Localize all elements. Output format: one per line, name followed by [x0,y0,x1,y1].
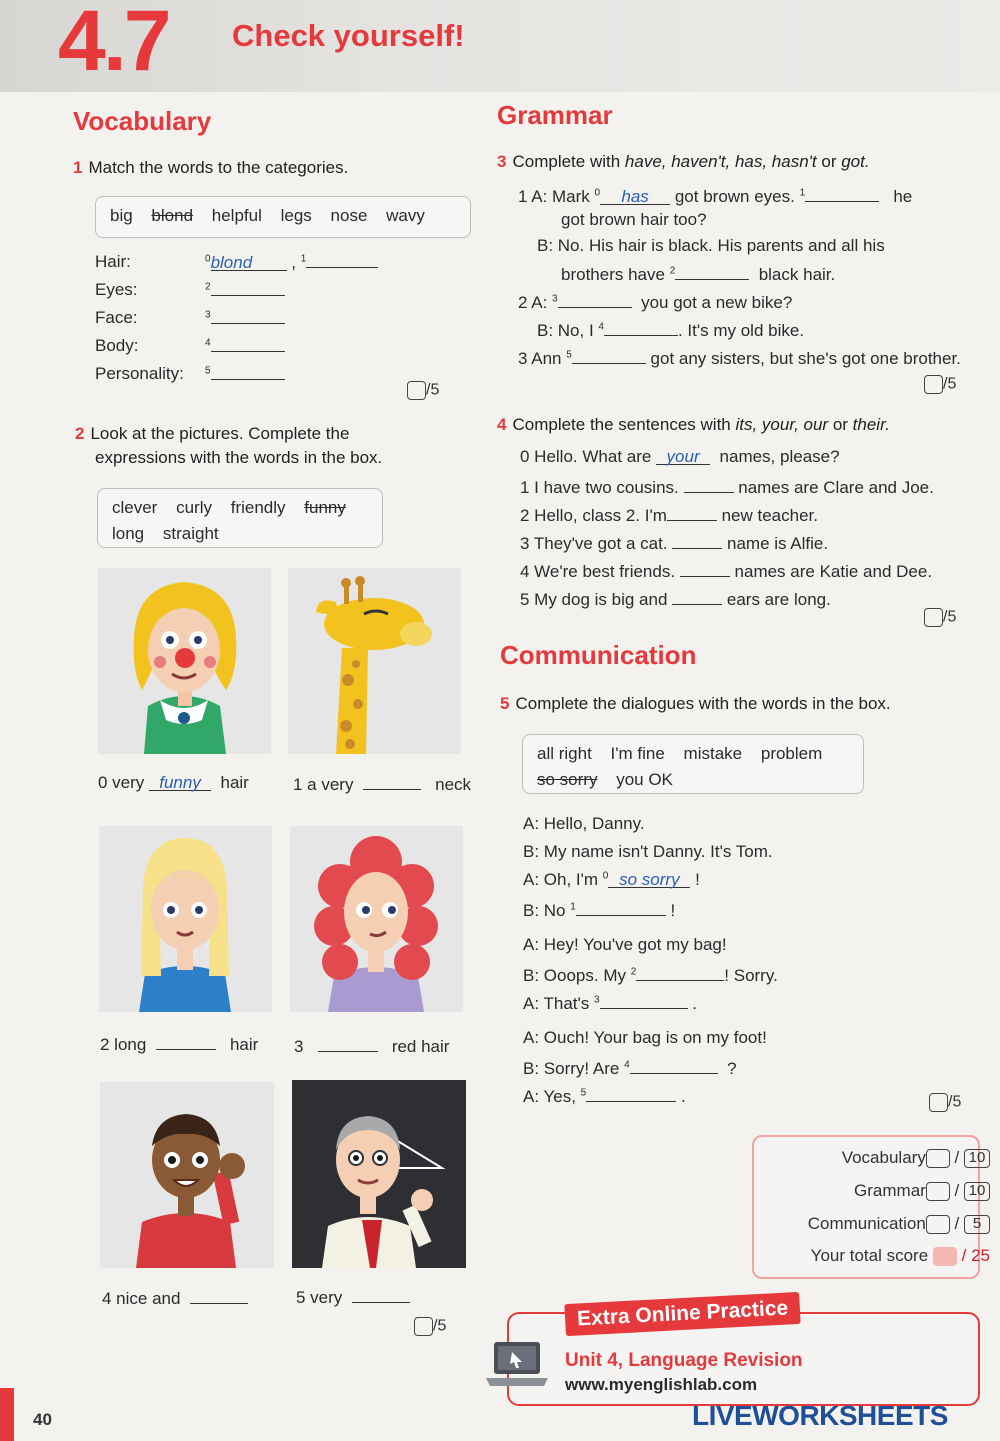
answer-blank[interactable] [675,262,749,280]
ex4-line: 1 I have two cousins. names are Clare and Joe. [520,475,934,498]
answer-blank[interactable] [630,1056,718,1074]
page-title: Check yourself! [232,18,465,53]
liveworksheets-logo: LIVEWORKSHEETS [692,1400,948,1431]
word: legs [280,206,312,225]
ex1-row-face: 3 [205,306,285,329]
score-box[interactable] [414,1317,433,1336]
ex1-word-box [95,196,471,238]
answer-blank[interactable] [363,772,421,790]
communication-title: Communication [500,640,697,670]
ex3-line: 1 A: Mark $^0$ has got brown eyes. $^1$ he [518,184,912,207]
ex2-caption-2: 2 long hair [100,1032,258,1055]
score-box[interactable] [926,1182,950,1201]
answer-blank[interactable] [306,250,378,268]
dialogue-line: A: Ouch! Your bag is on my foot! [523,1028,767,1047]
word-struck: blond [151,206,194,225]
ex5-word-box [522,734,864,794]
answer-blank[interactable] [211,362,285,380]
score-box[interactable] [924,375,943,394]
answer-blank[interactable] [805,184,879,202]
answer-blank[interactable] [636,963,724,981]
ex4-line: 2 Hello, class 2. I'm new teacher. [520,503,818,526]
total-grammar: Grammar / 10 [854,1181,990,1201]
dialogue-line: A: Yes, $^5$ . [523,1084,686,1107]
ex1-score: /5 [407,381,439,400]
answer-blank[interactable] [680,559,730,577]
ex5-instruction: 5 Complete the dialogues with the words in the box. [500,694,891,713]
answer-blank[interactable] [684,475,734,493]
dialogue-line: A: Hello, Danny. [523,814,645,833]
ex3-line: 2 A: $^3$ you got a new bike? [518,290,792,313]
ex4-line: 4 We're best friends. names are Katie and Dee. [520,559,932,582]
practice-unit: Unit 4, Language Revision [565,1350,803,1371]
ex1-row-personality: 5 [205,362,285,385]
word: helpful [211,206,262,225]
ex1-row-label: Body: [95,336,139,355]
answer-blank[interactable] [211,334,285,352]
ex2-score: /5 [414,1317,446,1336]
ex4-line: 0 Hello. What are your names, please? [520,447,840,466]
answer-text: so sorry [619,870,680,889]
word: nose [330,206,368,225]
dialogue-line: B: Sorry! Are $^4$ ? [523,1056,737,1079]
ex3-line: brothers have $^2$ black hair. [561,262,835,285]
laptop-icon [486,1340,548,1388]
picture-clown [98,568,271,754]
word: long [112,524,145,543]
total-score-box[interactable] [933,1247,957,1266]
answer-blank[interactable] [572,346,646,364]
ex2-caption-5: 5 very [296,1285,410,1308]
answer-text: funny [159,773,201,792]
ex4-instruction: 4 Complete the sentences with its, your, our or their. [497,415,890,434]
ex3-line: B: No, I $^4$ . It's my old bike. [537,318,804,341]
ex2-instruction: 2 Look at the pictures. Complete the expressions with the words in the box. [75,424,383,467]
ex2-caption-1: 1 a very neck [293,772,471,795]
page-number: 40 [33,1410,52,1429]
answer-text: blond [210,253,253,272]
picture-red-haired-woman [290,826,463,1012]
word: I'm fine [610,744,665,763]
ex2-caption-3: 3 red hair [294,1034,449,1057]
answer-blank[interactable] [667,503,717,521]
answer-blank[interactable] [672,531,722,549]
score-box[interactable] [929,1093,948,1112]
word-struck: so sorry [537,770,598,789]
answer-blank[interactable] [576,898,666,916]
word-struck: funny [304,498,346,517]
answer-blank[interactable] [156,1032,216,1050]
picture-waving-boy [100,1082,274,1268]
ex2-caption-4: 4 nice and [102,1286,248,1309]
total-vocabulary: Vocabulary / 10 [842,1148,990,1168]
picture-blonde-girl [99,826,272,1012]
ex3-instruction: 3 Complete with have, haven't, has, hasn't or got. [497,152,870,171]
answer-text: has [621,187,649,206]
vocabulary-title: Vocabulary [73,106,212,136]
ex1-row-label: Eyes: [95,280,138,299]
word: straight [162,524,219,543]
ex1-row-label: Hair: [95,252,131,271]
ex1-row-label: Personality: [95,364,184,383]
score-box[interactable] [926,1149,950,1168]
word: you OK [616,770,673,789]
page-edge-strip [0,1388,14,1441]
answer-blank[interactable] [558,290,632,308]
answer-blank[interactable] [672,587,722,605]
ex1-row-eyes: 2 [205,278,285,301]
picture-giraffe [288,568,461,754]
dialogue-line: A: That's $^3$ . [523,991,697,1014]
answer-blank[interactable] [600,991,688,1009]
word: mistake [683,744,743,763]
ex1-row-body: 4 [205,334,285,357]
dialogue-line: A: Hey! You've got my bag! [523,935,727,954]
answer-blank[interactable] [211,306,285,324]
picture-teacher [292,1080,466,1268]
answer-blank[interactable] [604,318,678,336]
ex4-line: 5 My dog is big and ears are long. [520,587,831,610]
score-box[interactable] [926,1215,950,1234]
ex2-caption-0: 0 very funny hair [98,773,249,792]
ex4-score: /5 [924,608,956,627]
word: friendly [230,498,286,517]
dialogue-line: B: My name isn't Danny. It's Tom. [523,842,773,861]
total-communication: Communication / 5 [808,1214,990,1234]
score-box[interactable] [407,381,426,400]
answer-blank[interactable] [190,1286,248,1304]
word: problem [760,744,823,763]
ex5-score: /5 [929,1093,961,1112]
word: curly [176,498,212,517]
answer-blank[interactable] [352,1285,410,1303]
score-box[interactable] [924,608,943,627]
answer-text: your [666,447,700,466]
ex2-word-box [97,488,383,548]
answer-blank[interactable] [211,278,285,296]
ex3-line: got brown hair too? [561,210,707,229]
ex3-score: /5 [924,375,956,394]
word: big [110,206,133,225]
dialogue-line: B: Ooops. My $^2$ ! Sorry. [523,963,778,986]
word: all right [537,744,592,763]
total-score: Your total score / 25 [810,1246,990,1265]
dialogue-line: B: No $^1$ ! [523,898,675,921]
answer-blank[interactable] [586,1084,676,1102]
grammar-title: Grammar [497,100,613,130]
practice-url[interactable]: www.myenglishlab.com [565,1375,758,1394]
ex3-line: 3 Ann $^5$ got any sisters, but she's got one brother. [518,346,961,369]
unit-number: 4.7 [58,0,169,89]
dialogue-line: A: Oh, I'm $^0$ so sorry ! [523,870,700,889]
ex1-row-label: Face: [95,308,138,327]
ex4-line: 3 They've got a cat. name is Alfie. [520,531,828,554]
answer-blank[interactable] [318,1034,378,1052]
ex3-line: B: No. His hair is black. His parents and all his [537,236,885,255]
ex1-row-hair: $^0$blond , $^1$ [205,250,378,273]
word: wavy [386,206,425,225]
word: clever [112,498,158,517]
practice-tag: Extra Online Practice [564,1292,801,1336]
ex1-instruction: 1 Match the words to the categories. [73,158,349,177]
